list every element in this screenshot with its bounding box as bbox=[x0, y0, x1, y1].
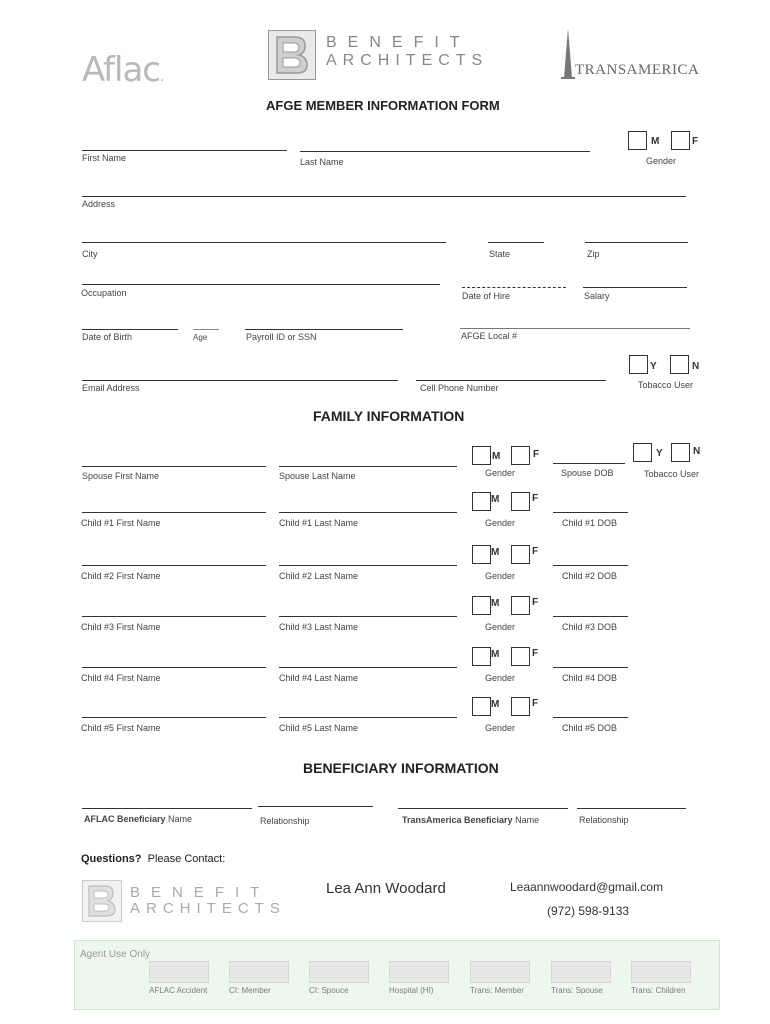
agent-box-label: CI: Member bbox=[229, 986, 271, 995]
child-dob-field[interactable] bbox=[553, 616, 628, 617]
benefit-wordmark: BENEFIT bbox=[326, 34, 471, 51]
agent-check-box[interactable] bbox=[309, 961, 369, 983]
questions-text: Questions? Please Contact: bbox=[81, 853, 226, 865]
state-label: State bbox=[489, 249, 511, 259]
child-dob-label: Child #3 DOB bbox=[562, 622, 618, 632]
form-title: AFGE MEMBER INFORMATION FORM bbox=[266, 98, 500, 113]
tobacco-user-label: Tobacco User bbox=[638, 380, 694, 390]
date-of-hire-field[interactable] bbox=[462, 287, 566, 288]
child-m-label: M bbox=[491, 598, 500, 609]
date-of-birth-field[interactable] bbox=[82, 329, 178, 330]
benefit-architects-logo-mark bbox=[268, 30, 316, 80]
contact-benefit-wordmark: BENEFIT bbox=[130, 884, 271, 901]
ba-monogram-small-icon bbox=[83, 881, 121, 921]
spouse-tobacco-y-checkbox[interactable] bbox=[633, 443, 652, 462]
child-last-field[interactable] bbox=[279, 667, 457, 668]
email-label: Email Address bbox=[82, 383, 140, 393]
tobacco-y-label: Y bbox=[650, 361, 657, 372]
child-gender-m-checkbox[interactable] bbox=[472, 545, 491, 564]
child-gender-f-checkbox[interactable] bbox=[511, 697, 530, 716]
trans-beneficiary-label: TransAmerica Beneficiary Name bbox=[402, 815, 540, 825]
aflac-beneficiary-label: AFLAC Beneficiary Name bbox=[84, 814, 193, 824]
agent-use-panel bbox=[74, 940, 720, 1010]
relationship-2-label: Relationship bbox=[579, 815, 629, 825]
child-gender-m-checkbox[interactable] bbox=[472, 596, 491, 615]
child-dob-label: Child #5 DOB bbox=[562, 723, 618, 733]
child-last-label: Child #1 Last Name bbox=[279, 518, 359, 528]
aflac-beneficiary-field[interactable] bbox=[82, 808, 252, 809]
child-first-label: Child #4 First Name bbox=[81, 673, 161, 683]
spouse-dob-label: Spouse DOB bbox=[561, 468, 614, 478]
contact-email[interactable]: Leaannwoodard@gmail.com bbox=[510, 880, 663, 894]
date-of-birth-label: Date of Birth bbox=[82, 332, 133, 342]
address-field[interactable] bbox=[82, 196, 686, 197]
spouse-first-field[interactable] bbox=[82, 466, 266, 467]
contact-logo-mark bbox=[82, 880, 122, 922]
child-last-field[interactable] bbox=[279, 512, 457, 513]
child-f-label: F bbox=[532, 546, 539, 557]
spouse-n-label: N bbox=[693, 446, 701, 457]
agent-box-label: Trans: Member bbox=[470, 986, 524, 995]
gender-label: Gender bbox=[646, 156, 677, 166]
age-label: Age bbox=[193, 333, 208, 342]
agent-box-label: CI: Spouce bbox=[309, 986, 349, 995]
beneficiary-title: BENEFICIARY INFORMATION bbox=[303, 760, 499, 776]
child-first-field[interactable] bbox=[82, 616, 266, 617]
child-gender-f-checkbox[interactable] bbox=[511, 492, 530, 511]
zip-label: Zip bbox=[587, 249, 600, 259]
child-first-label: Child #1 First Name bbox=[81, 518, 161, 528]
child-m-label: M bbox=[491, 649, 500, 660]
spouse-last-field[interactable] bbox=[279, 466, 457, 467]
ba-monogram-icon bbox=[269, 31, 315, 79]
agent-check-box[interactable] bbox=[551, 961, 611, 983]
child-dob-field[interactable] bbox=[553, 512, 628, 513]
relationship-2-field[interactable] bbox=[577, 808, 686, 809]
zip-field[interactable] bbox=[585, 242, 688, 243]
child-gender-label: Gender bbox=[485, 673, 516, 683]
child-gender-label: Gender bbox=[485, 723, 516, 733]
child-f-label: F bbox=[532, 493, 539, 504]
child-last-label: Child #2 Last Name bbox=[279, 571, 359, 581]
child-dob-label: Child #1 DOB bbox=[562, 518, 618, 528]
child-first-field[interactable] bbox=[82, 717, 266, 718]
child-gender-f-checkbox[interactable] bbox=[511, 596, 530, 615]
spouse-tobacco-n-checkbox[interactable] bbox=[671, 443, 690, 462]
child-gender-f-checkbox[interactable] bbox=[511, 545, 530, 564]
child-dob-label: Child #2 DOB bbox=[562, 571, 618, 581]
cell-phone-label: Cell Phone Number bbox=[420, 383, 499, 393]
spouse-tobacco-label: Tobacco User bbox=[644, 469, 700, 479]
relationship-1-label: Relationship bbox=[260, 816, 310, 826]
child-first-field[interactable] bbox=[82, 512, 266, 513]
child-first-label: Child #2 First Name bbox=[81, 571, 161, 581]
payroll-label: Payroll ID or SSN bbox=[246, 332, 317, 342]
agent-box-label: Trans: Children bbox=[631, 986, 686, 995]
gender-f-checkbox[interactable] bbox=[671, 131, 690, 150]
child-gender-m-checkbox[interactable] bbox=[472, 697, 491, 716]
tobacco-n-checkbox[interactable] bbox=[670, 355, 689, 374]
spouse-m-label: M bbox=[492, 451, 501, 462]
tobacco-n-label: N bbox=[692, 361, 700, 372]
first-name-label: First Name bbox=[82, 153, 127, 163]
city-field[interactable] bbox=[82, 242, 446, 243]
spouse-last-label: Spouse Last Name bbox=[279, 471, 356, 481]
child-last-label: Child #5 Last Name bbox=[279, 723, 359, 733]
spouse-dob-field[interactable] bbox=[553, 463, 625, 464]
spouse-gender-label: Gender bbox=[485, 468, 516, 478]
family-title: FAMILY INFORMATION bbox=[313, 408, 465, 424]
child-gender-f-checkbox[interactable] bbox=[511, 647, 530, 666]
contact-phone[interactable]: (972) 598-9133 bbox=[547, 904, 630, 918]
last-name-label: Last Name bbox=[300, 157, 344, 167]
child-gender-m-checkbox[interactable] bbox=[472, 647, 491, 666]
child-m-label: M bbox=[491, 699, 500, 710]
contact-name: Lea Ann Woodard bbox=[326, 880, 446, 897]
child-gender-label: Gender bbox=[485, 571, 516, 581]
trans-beneficiary-field[interactable] bbox=[398, 808, 568, 809]
child-f-label: F bbox=[532, 597, 539, 608]
agent-check-box[interactable] bbox=[631, 961, 691, 983]
email-field[interactable] bbox=[82, 380, 398, 381]
spouse-y-label: Y bbox=[656, 448, 663, 459]
agent-box-label: Hospital (HI) bbox=[389, 986, 434, 995]
child-dob-label: Child #4 DOB bbox=[562, 673, 618, 683]
tobacco-y-checkbox[interactable] bbox=[629, 355, 648, 374]
transamerica-logo: TRANSAMERICA bbox=[575, 62, 700, 78]
salary-field[interactable] bbox=[583, 287, 687, 288]
child-dob-field[interactable] bbox=[553, 717, 628, 718]
contact-architects-wordmark: ARCHITECTS bbox=[130, 900, 286, 917]
gender-m-checkbox[interactable] bbox=[628, 131, 647, 150]
child-m-label: M bbox=[491, 494, 500, 505]
agent-box-label: Trans: Spouse bbox=[551, 986, 603, 995]
date-of-hire-label: Date of Hire bbox=[462, 291, 511, 301]
child-m-label: M bbox=[491, 547, 500, 558]
relationship-1-field[interactable] bbox=[258, 806, 373, 807]
first-name-field[interactable] bbox=[82, 150, 287, 151]
child-gender-m-checkbox[interactable] bbox=[472, 492, 491, 511]
last-name-field[interactable] bbox=[300, 151, 590, 152]
child-last-field[interactable] bbox=[279, 565, 457, 566]
gender-m-label: M bbox=[651, 136, 660, 147]
child-last-field[interactable] bbox=[279, 717, 457, 718]
aflac-logo: Aflac. bbox=[82, 50, 164, 90]
child-first-field[interactable] bbox=[82, 565, 266, 566]
child-last-label: Child #3 Last Name bbox=[279, 622, 359, 632]
occupation-field[interactable] bbox=[82, 284, 440, 285]
child-last-field[interactable] bbox=[279, 616, 457, 617]
child-dob-field[interactable] bbox=[553, 565, 628, 566]
spouse-gender-m-checkbox[interactable] bbox=[472, 446, 491, 465]
cell-phone-field[interactable] bbox=[416, 380, 606, 381]
child-last-label: Child #4 Last Name bbox=[279, 673, 359, 683]
child-first-field[interactable] bbox=[82, 667, 266, 668]
age-field[interactable] bbox=[193, 329, 219, 330]
architects-wordmark: ARCHITECTS bbox=[326, 52, 489, 69]
agent-check-box[interactable] bbox=[389, 961, 449, 983]
spouse-f-label: F bbox=[533, 449, 540, 460]
child-gender-label: Gender bbox=[485, 518, 516, 528]
agent-check-box[interactable] bbox=[149, 961, 209, 983]
salary-label: Salary bbox=[584, 291, 610, 301]
city-label: City bbox=[82, 249, 98, 259]
address-label: Address bbox=[82, 199, 116, 209]
agent-use-title: Agent Use Only bbox=[80, 949, 151, 960]
agent-check-box[interactable] bbox=[470, 961, 530, 983]
child-f-label: F bbox=[532, 698, 539, 709]
spouse-gender-f-checkbox[interactable] bbox=[511, 446, 530, 465]
spouse-first-label: Spouse First Name bbox=[82, 471, 160, 481]
child-f-label: F bbox=[532, 648, 539, 659]
child-first-label: Child #5 First Name bbox=[81, 723, 161, 733]
afge-local-field[interactable] bbox=[460, 328, 690, 329]
agent-check-box[interactable] bbox=[229, 961, 289, 983]
afge-local-label: AFGE Local # bbox=[461, 331, 518, 341]
occupation-label: Occupation bbox=[81, 288, 127, 298]
child-first-label: Child #3 First Name bbox=[81, 622, 161, 632]
agent-box-label: AFLAC Accident bbox=[149, 986, 208, 995]
payroll-field[interactable] bbox=[245, 329, 403, 330]
gender-f-label: F bbox=[692, 136, 699, 147]
child-gender-label: Gender bbox=[485, 622, 516, 632]
child-dob-field[interactable] bbox=[553, 667, 628, 668]
state-field[interactable] bbox=[488, 242, 544, 243]
